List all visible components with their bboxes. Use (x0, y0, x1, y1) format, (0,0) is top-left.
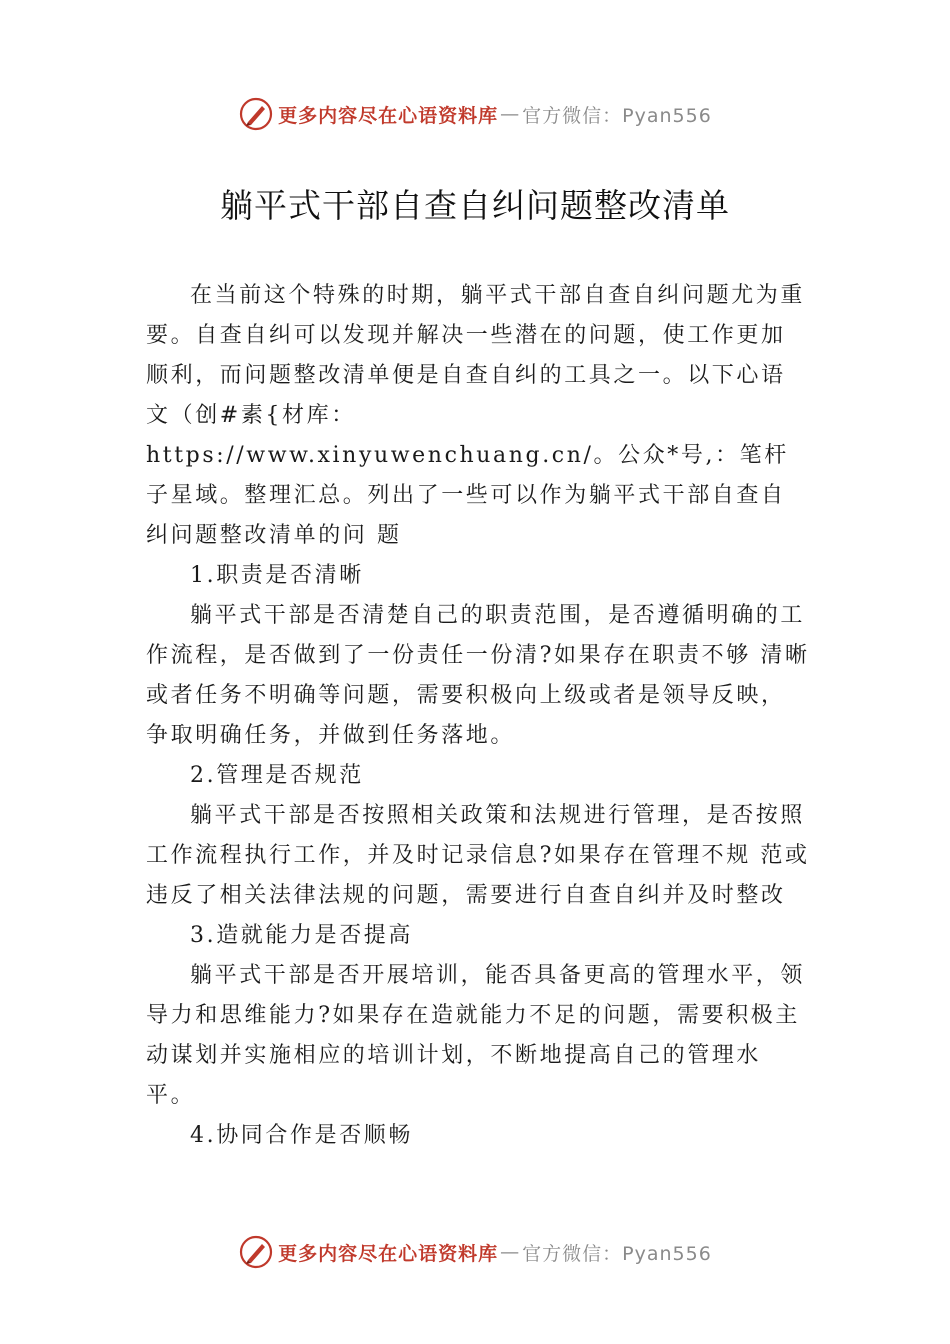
banner-separator: — (500, 103, 521, 125)
banner-brand: 更多内容尽在心语资料库 (278, 1242, 499, 1265)
header-banner (0, 92, 950, 136)
banner-brand: 更多内容尽在心语资料库 (278, 104, 499, 127)
banner-separator: — (500, 1241, 521, 1263)
section-heading: 2.管理是否规范 (190, 763, 364, 788)
banner-wechat: 官方微信：Pyan556 (522, 104, 712, 127)
pen-logo-icon (238, 1234, 274, 1270)
body-paragraph: 躺平式干部是否按照相关政策和法规进行管理，是否按照工作流程执行工作，并及时记录信息?如果存在管理不规 范或违反了相关法律法规的问题，需要进行自查自纠并及时整改 (146, 803, 810, 908)
document-body (146, 276, 810, 1156)
banner-wechat: 官方微信：Pyan556 (522, 1242, 712, 1265)
body-paragraph: 躺平式干部是否开展培训，能否具备更高的管理水平，领导力和思维能力?如果存在造就能力不足的问题，需要积极主动谋划并实施相应的培训计划，不断地提高自己的管理水平。 (146, 963, 806, 1108)
footer-banner (0, 1230, 950, 1274)
body-paragraph: 躺平式干部是否清楚自己的职责范围，是否遵循明确的工作流程，是否做到了一份责任一份清?如果存在职责不够 清晰或者任务不明确等问题，需要积极向上级或者是领导反映，争取明确任务，并做到任务落地。 (146, 603, 810, 748)
section-heading: 4.协同合作是否顺畅 (190, 1123, 413, 1148)
section-heading: 1.职责是否清晰 (190, 563, 364, 588)
document-title: 躺平式干部自查自纠问题整改清单 (220, 186, 730, 225)
intro-paragraph: 在当前这个特殊的时期，躺平式干部自查自纠问题尤为重要。自查自纠可以发现并解决一些潜在的问题，使工作更加顺利，而问题整改清单便是自查自纠的工具之一。以下心语文（创#素{材库：https://www.xinyuwenchuang.cn/。公众*号,：笔杆子星域。整理汇总。列出了一些可以作为躺平式干部自查自纠问题整改清单的问 题 (146, 283, 806, 548)
section-heading: 3.造就能力是否提高 (190, 923, 413, 948)
pen-logo-icon (238, 96, 274, 132)
